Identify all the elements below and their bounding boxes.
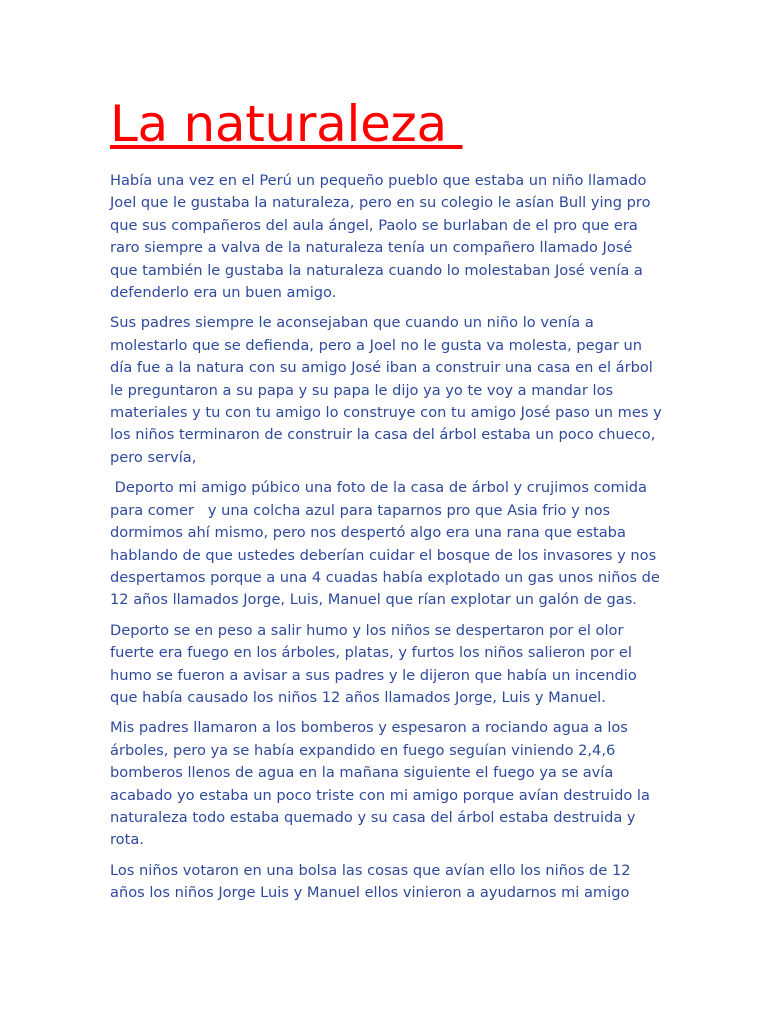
paragraph-line: Los niños votaron en una bolsa las cosas que avían ello los niños de 12 — [110, 861, 631, 879]
paragraph — [110, 860, 670, 905]
paragraph-line: naturaleza todo estaba quemado y su casa del árbol estaba destruida y — [110, 808, 636, 826]
paragraph-line: molestarlo que se defienda, pero a Joel no le gusta va molesta, pegar un — [110, 336, 642, 354]
paragraph-line: fuerte era fuego en los árboles, platas, y furtos los niños salieron por el — [110, 644, 632, 662]
paragraph-line: que sus compañeros del aula ángel, Paolo se burlaban de el pro que era — [110, 216, 638, 234]
document-page — [110, 88, 670, 913]
paragraph-line: Mis padres llamaron a los bomberos y espesaron a rociando agua a los — [110, 719, 628, 737]
paragraph-line: le preguntaron a su papa y su papa le dijo ya yo te voy a mandar los — [110, 381, 614, 399]
paragraph-line: árboles, pero ya se había expandido en fuego seguían viniendo 2,4,6 — [110, 741, 616, 759]
paragraph-line: Joel que le gustaba la naturaleza, pero en su colegio le asían Bull ying pro — [110, 194, 651, 212]
paragraph-line: hablando de que ustedes deberían cuidar el bosque de los invasores y nos — [110, 546, 657, 564]
paragraph-line: Deporto se en peso a salir humo y los niños se despertaron por el olor — [110, 621, 624, 639]
paragraph-line: humo se fueron a avisar a sus padres y le dijeron que había un incendio — [110, 666, 637, 684]
paragraph — [110, 312, 670, 469]
paragraph-line: despertamos porque a una 4 cuadas había explotado un gas unos niños de — [110, 568, 660, 586]
paragraph-line: pero servía, — [110, 448, 197, 466]
paragraph-line: materiales y tu con tu amigo lo construye con tu amigo José paso un mes y — [110, 404, 662, 422]
paragraph-line: que había causado los niños 12 años llamados Jorge, Luis y Manuel. — [110, 688, 606, 706]
paragraph-line: dormimos ahí mismo, pero nos despertó algo era una rana que estaba — [110, 524, 626, 542]
paragraph-line: Había una vez en el Perú un pequeño pueblo que estaba un niño llamado — [110, 172, 647, 189]
document-body — [110, 170, 670, 905]
paragraph-line: 12 años llamados Jorge, Luis, Manuel que rían explotar un galón de gas. — [110, 591, 637, 609]
paragraph-line: rota. — [110, 831, 144, 849]
paragraph-line: acabado yo estaba un poco triste con mi amigo porque avían destruido la — [110, 786, 650, 804]
paragraph-line: los niños terminaron de construir la casa del árbol estaba un poco chueco, — [110, 426, 656, 444]
paragraph-line: bomberos llenos de agua en la mañana siguiente el fuego ya se avía — [110, 764, 614, 782]
paragraph-line: raro siempre a valva de la naturaleza tenía un compañero llamado José — [110, 239, 633, 257]
paragraph-line: Deporto mi amigo púbico una foto de la casa de árbol y crujimos comida — [110, 479, 648, 497]
document-title: La naturaleza — [110, 95, 463, 153]
paragraph-line: años los niños Jorge Luis y Manuel ellos vinieron a ayudarnos mi amigo — [110, 884, 630, 902]
paragraph — [110, 620, 670, 710]
paragraph — [110, 717, 670, 851]
paragraph-line: que también le gustaba la naturaleza cuando lo molestaban José venía a — [110, 261, 643, 279]
paragraph — [110, 477, 670, 611]
paragraph-line: defenderlo era un buen amigo. — [110, 284, 337, 302]
paragraph-line: para comer y una colcha azul para taparnos pro que Asia frio y nos — [110, 501, 611, 519]
paragraph-line: día fue a la natura con su amigo José iban a construir una casa en el árbol — [110, 359, 653, 377]
paragraph — [110, 170, 670, 304]
paragraph-line: Sus padres siempre le aconsejaban que cuando un niño lo venía a — [110, 314, 594, 332]
